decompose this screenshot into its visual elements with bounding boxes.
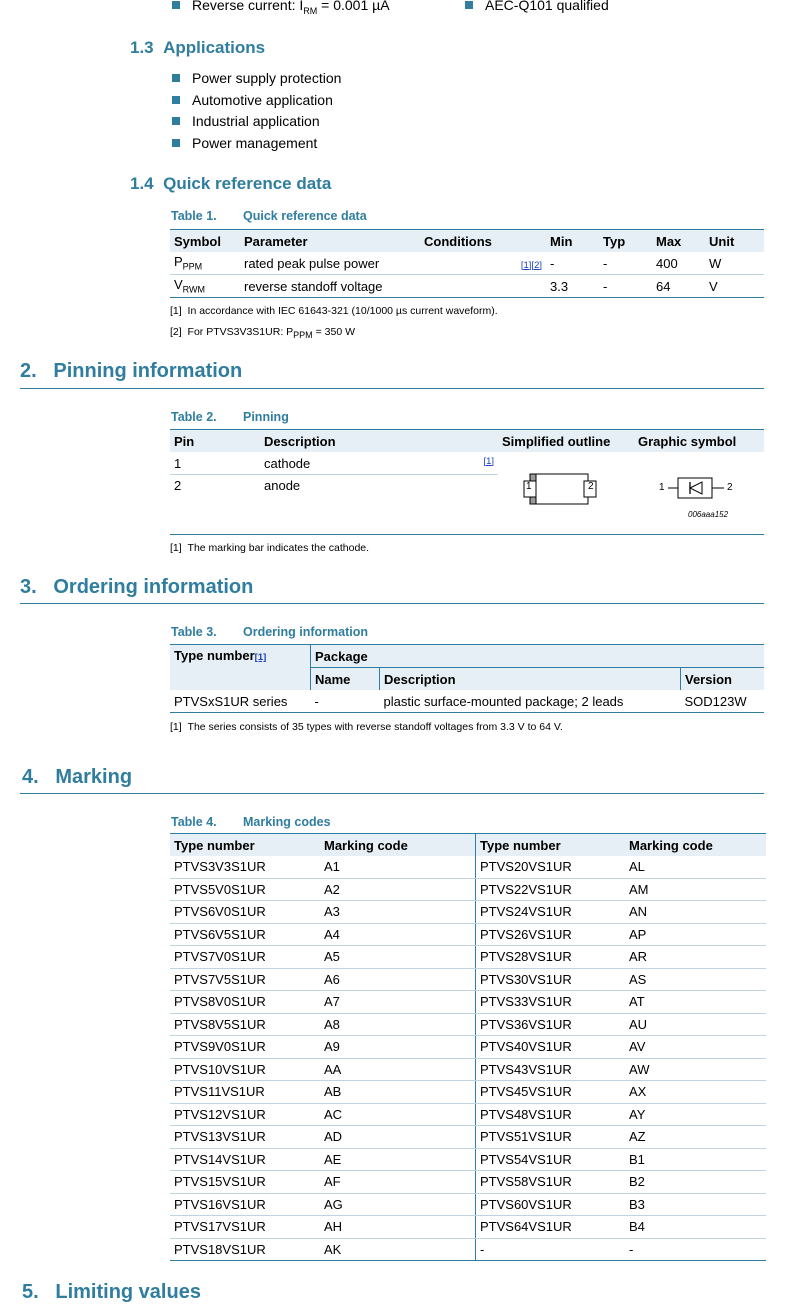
type-number-cell: PTVS16VS1UR — [170, 1193, 320, 1216]
col-header: Marking code — [625, 834, 766, 857]
table-row — [170, 901, 766, 924]
footnote-link[interactable]: [1] — [483, 455, 494, 467]
type-number-cell: PTVS11VS1UR — [170, 1081, 320, 1104]
col-header: Graphic symbol — [634, 430, 764, 453]
type-number-cell: PTVS14VS1UR — [170, 1148, 320, 1171]
type-number-cell: PTVS10VS1UR — [170, 1058, 320, 1081]
symbol-pin-2-label: 2 — [727, 482, 733, 493]
marking-code-cell: B2 — [625, 1171, 766, 1194]
bullet-icon — [172, 1, 180, 9]
marking-code-cell: A4 — [320, 923, 476, 946]
type-number-cell: PTVS8V0S1UR — [170, 991, 320, 1014]
section-divider — [20, 793, 764, 794]
table-row — [170, 1081, 766, 1104]
table-row — [170, 1148, 766, 1171]
drawing-code: 006aaa152 — [688, 510, 729, 519]
section-heading-pinning: 2. Pinning information — [20, 360, 243, 382]
marking-code-cell: AL — [625, 856, 766, 878]
type-number-cell: PTVS12VS1UR — [170, 1103, 320, 1126]
type-number-cell: PTVS48VS1UR — [476, 1103, 626, 1126]
bullet-icon — [172, 74, 180, 82]
marking-code-cell: AT — [625, 991, 766, 1014]
type-number-cell: PTVS64VS1UR — [476, 1216, 626, 1239]
table-row — [170, 856, 766, 878]
outline-pin-2-label: 2 — [588, 481, 594, 492]
marking-code-cell: AX — [625, 1081, 766, 1104]
section-heading-applications: 1.3 Applications — [130, 38, 266, 57]
table-row: $V_{RWM}$ reverse standoff voltage 3.3 - 64 V — [170, 275, 764, 298]
table-row: 2 anode — [170, 475, 764, 535]
marking-code-cell: A3 — [320, 901, 476, 924]
table-row — [170, 946, 766, 969]
type-number-cell: PTVS18VS1UR — [170, 1238, 320, 1261]
table-caption-pinning: Table 2. Pinning — [171, 410, 289, 424]
type-number-cell: PTVS17VS1UR — [170, 1216, 320, 1239]
type-number-cell: PTVS7V0S1UR — [170, 946, 320, 969]
footnote-link[interactable]: [1] — [254, 652, 267, 663]
symbol-pin-1-label: 1 — [659, 482, 665, 493]
table-note: [1] In accordance with IEC 61643-321 (10/1000 µs current waveform). — [170, 305, 498, 317]
table-row — [170, 1216, 766, 1239]
marking-code-cell: - — [625, 1238, 766, 1261]
bullet-icon — [465, 1, 473, 9]
type-number-cell: PTVS6V5S1UR — [170, 923, 320, 946]
table-note: [1] The marking bar indicates the cathode. — [170, 542, 370, 554]
table-row: PTVSxS1UR series - plastic surface-mounted package; 2 leads SOD123W — [170, 690, 764, 713]
col-header: Name — [311, 668, 380, 691]
col-header: Min — [546, 230, 599, 253]
table-caption-quickref: Table 1. Quick reference data — [171, 209, 367, 223]
marking-code-cell: AM — [625, 878, 766, 901]
bullet-icon — [172, 117, 180, 125]
diode-symbol-icon — [664, 474, 730, 504]
feature-reverse-current: Reverse current: $I_{RM} = 0.001$ µA — [172, 0, 390, 16]
outline-pin-1-label: 1 — [526, 481, 532, 492]
list-item: Power supply protection — [172, 68, 341, 90]
table-row — [170, 923, 766, 946]
table-row — [170, 1171, 766, 1194]
table-row — [170, 1193, 766, 1216]
marking-table-body — [170, 856, 766, 1261]
col-header: Symbol — [170, 230, 240, 253]
type-number-cell: PTVS5V0S1UR — [170, 878, 320, 901]
list-item: Industrial application — [172, 111, 341, 133]
table-row: 1 cathode [1] — [170, 452, 764, 475]
type-number-cell: PTVS58VS1UR — [476, 1171, 626, 1194]
type-number-cell: PTVS43VS1UR — [476, 1058, 626, 1081]
col-header: Description — [260, 430, 498, 453]
type-number-cell: PTVS33VS1UR — [476, 991, 626, 1014]
section-heading-marking: 4. Marking — [22, 766, 133, 788]
col-header: Pin — [170, 430, 260, 453]
table-caption-ordering: Table 3. Ordering information — [171, 625, 368, 639]
marking-code-cell: A5 — [320, 946, 476, 969]
table-caption-marking: Table 4. Marking codes — [171, 815, 331, 829]
col-header: Version — [681, 668, 765, 691]
table-row — [170, 1103, 766, 1126]
section-divider — [20, 603, 764, 604]
marking-code-cell: A6 — [320, 968, 476, 991]
marking-code-cell: AS — [625, 968, 766, 991]
col-header: Unit — [705, 230, 764, 253]
col-header: Simplified outline — [498, 430, 634, 453]
marking-code-cell: A8 — [320, 1013, 476, 1036]
marking-code-cell: AZ — [625, 1126, 766, 1149]
table-row — [170, 1036, 766, 1059]
section-heading-ordering: 3. Ordering information — [20, 576, 254, 598]
marking-code-cell: AR — [625, 946, 766, 969]
col-header: Type number — [476, 834, 626, 857]
table-note: [2] For PTVS3V3S1UR: $P_{PPM} = 350$ W — [170, 326, 355, 341]
section-divider — [20, 388, 764, 389]
marking-code-cell: AK — [320, 1238, 476, 1261]
marking-code-cell: A7 — [320, 991, 476, 1014]
table-note: [1] The series consists of 35 types with reverse standoff voltages from 3.3 V to 64 V. — [170, 721, 563, 733]
marking-table — [170, 833, 766, 1261]
col-header: Package — [311, 645, 765, 668]
section-heading-quickref: 1.4 Quick reference data — [130, 174, 332, 193]
type-number-cell: PTVS36VS1UR — [476, 1013, 626, 1036]
col-header: Description — [380, 668, 681, 691]
list-item: Power management — [172, 133, 341, 155]
table-row — [170, 968, 766, 991]
table-row — [170, 878, 766, 901]
quickref-table — [170, 229, 764, 298]
table-row — [170, 991, 766, 1014]
ordering-table: Type number[1] Package Name Description Version PTVSxS1UR series - plastic surface-mounted package; 2 leads SOD123W — [170, 644, 764, 713]
col-header: Marking code — [320, 834, 476, 857]
feature-aec-q101: AEC-Q101 qualified — [465, 0, 609, 13]
col-header: Conditions — [420, 230, 546, 253]
type-number-cell: PTVS51VS1UR — [476, 1126, 626, 1149]
marking-code-cell: A9 — [320, 1036, 476, 1059]
type-number-cell: - — [476, 1238, 626, 1261]
table-row — [170, 1058, 766, 1081]
bullet-icon — [172, 96, 180, 104]
col-header: Parameter — [240, 230, 420, 253]
type-number-cell: PTVS22VS1UR — [476, 878, 626, 901]
type-number-cell: PTVS15VS1UR — [170, 1171, 320, 1194]
marking-code-cell: AH — [320, 1216, 476, 1239]
marking-code-cell: AE — [320, 1148, 476, 1171]
col-header: Type number — [170, 834, 320, 857]
bullet-icon — [172, 139, 180, 147]
footnote-link[interactable]: [1][2] — [520, 259, 542, 271]
applications-list — [172, 68, 341, 154]
package-body — [530, 474, 588, 504]
table-row — [170, 1013, 766, 1036]
marking-code-cell: AD — [320, 1126, 476, 1149]
type-number-cell: PTVS26VS1UR — [476, 923, 626, 946]
marking-code-cell: AW — [625, 1058, 766, 1081]
type-number-cell: PTVS9V0S1UR — [170, 1036, 320, 1059]
type-number-cell: PTVS24VS1UR — [476, 901, 626, 924]
type-number-cell: PTVS30VS1UR — [476, 968, 626, 991]
type-number-cell: PTVS40VS1UR — [476, 1036, 626, 1059]
type-number-cell: PTVS8V5S1UR — [170, 1013, 320, 1036]
marking-code-cell: A1 — [320, 856, 476, 878]
marking-code-cell: AF — [320, 1171, 476, 1194]
type-number-cell: PTVS6V0S1UR — [170, 901, 320, 924]
type-number-cell: PTVS45VS1UR — [476, 1081, 626, 1104]
marking-code-cell: AY — [625, 1103, 766, 1126]
marking-code-cell: AN — [625, 901, 766, 924]
marking-code-cell: B1 — [625, 1148, 766, 1171]
type-number-cell: PTVS7V5S1UR — [170, 968, 320, 991]
type-number-cell: PTVS54VS1UR — [476, 1148, 626, 1171]
col-header: Typ — [599, 230, 652, 253]
marking-code-cell: AV — [625, 1036, 766, 1059]
marking-code-cell: AA — [320, 1058, 476, 1081]
type-number-cell: PTVS3V3S1UR — [170, 856, 320, 878]
type-number-cell: PTVS20VS1UR — [476, 856, 626, 878]
marking-code-cell: B4 — [625, 1216, 766, 1239]
marking-code-cell: AU — [625, 1013, 766, 1036]
table-row — [170, 1126, 766, 1149]
marking-code-cell: AB — [320, 1081, 476, 1104]
marking-code-cell: A2 — [320, 878, 476, 901]
type-number-cell: PTVS60VS1UR — [476, 1193, 626, 1216]
col-header: Max — [652, 230, 705, 253]
type-number-cell: PTVS13VS1UR — [170, 1126, 320, 1149]
type-number-cell: PTVS28VS1UR — [476, 946, 626, 969]
marking-code-cell: AG — [320, 1193, 476, 1216]
marking-code-cell: B3 — [625, 1193, 766, 1216]
marking-code-cell: AP — [625, 923, 766, 946]
list-item: Automotive application — [172, 90, 341, 112]
marking-code-cell: AC — [320, 1103, 476, 1126]
table-row: $P_{PPM}$ rated peak pulse power [1][2] - - 400 W — [170, 252, 764, 275]
section-heading-limiting: 5. Limiting values — [22, 1281, 201, 1303]
table-row — [170, 1238, 766, 1261]
